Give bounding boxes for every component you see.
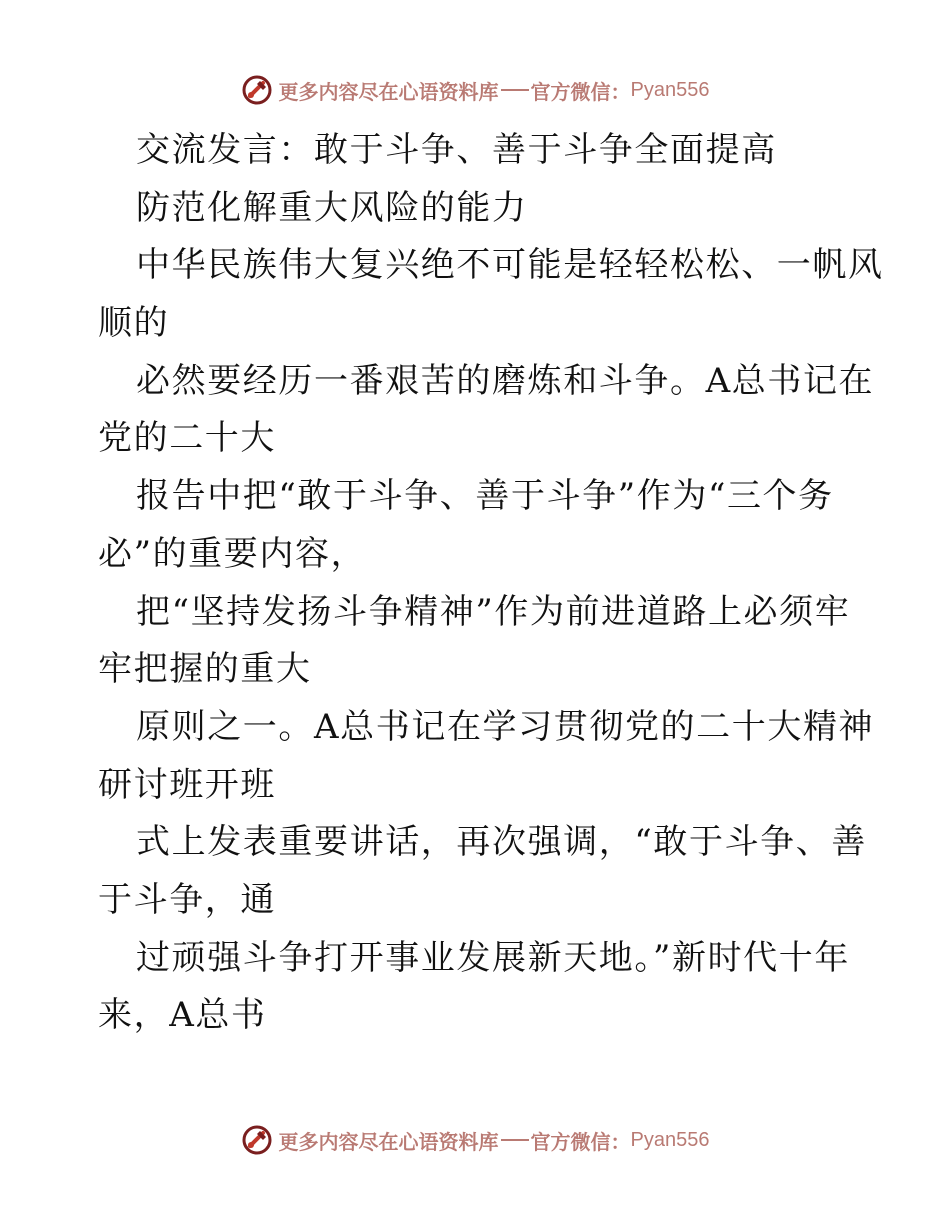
paragraph-line: 报告中把“敢于斗争、善于斗争”作为“三个务 [136,476,834,517]
paragraph-line: 式上发表重要讲话，再次强调，“敢于斗争、善 [136,822,867,863]
footer-watermark-id: Pyan556 [630,1128,710,1151]
header-dash [501,89,529,91]
paragraph-line: 党的二十大 [98,418,276,459]
footer-watermark-suffix: 官方微信： [530,1129,631,1154]
header-watermark [0,70,950,110]
footer-watermark-text: 更多内容尽在心语资料库 [278,1129,499,1154]
document-body [98,122,884,1045]
footer-dash [501,1139,529,1141]
paragraph-line: 把“坚持发扬斗争精神”作为前进道路上必须牢 [136,591,851,632]
paragraph-line: 牢把握的重大 [98,649,312,690]
header-watermark-suffix: 官方微信： [530,79,631,104]
title-line-2: 防范化解重大风险的能力 [136,187,528,228]
paragraph-line: 中华民族伟大复兴绝不可能是轻轻松松、一帆风 [136,245,884,286]
footer-watermark [0,1120,950,1160]
paragraph-line: 过顽强斗争打开事业发展新天地。”新时代十年 [136,937,850,978]
paragraph-line: 于斗争，通 [98,879,276,920]
paragraph-line: 必”的重要内容， [98,533,367,574]
header-watermark-text: 更多内容尽在心语资料库 [278,79,499,104]
paragraph-line: 必然要经历一番艰苦的磨炼和斗争。A总书记在 [136,360,875,401]
paragraph-line: 研讨班开班 [98,764,276,805]
title-line-1: 交流发言：敢于斗争、善于斗争全面提高 [136,130,777,170]
header-watermark-id: Pyan556 [630,78,710,101]
paragraph-line: 顺的 [98,303,170,344]
paragraph-line: 来，A总书 [98,995,267,1036]
logo-icon [241,74,273,106]
paragraph-line: 原则之一。A总书记在学习贯彻党的二十大精神 [136,706,875,747]
logo-icon [241,1124,273,1156]
